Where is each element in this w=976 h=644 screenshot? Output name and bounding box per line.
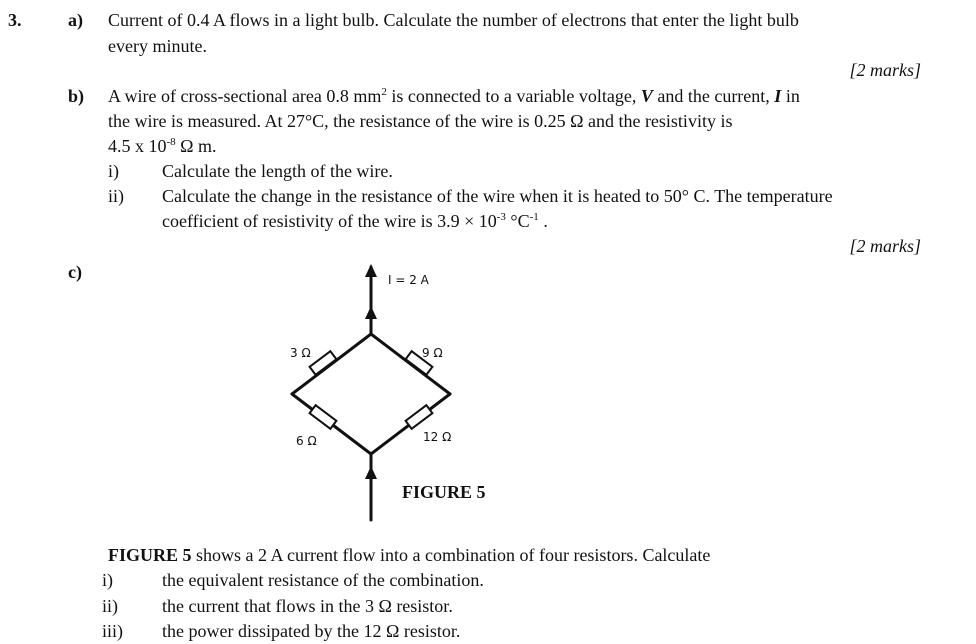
superscript: -3	[496, 211, 506, 223]
part-b-label: b)	[68, 86, 85, 106]
text-run: in	[781, 86, 800, 106]
text-run: .	[538, 211, 548, 231]
part-b-line-1	[108, 86, 800, 109]
part-a-line-1: Current of 0.4 A flows in a light bulb. Calculate the number of electrons that enter the light bulb	[108, 10, 799, 30]
arrow-up-icon	[365, 466, 377, 479]
current-symbol: I	[774, 86, 782, 106]
part-c-item-ii-label: ii)	[102, 596, 118, 616]
resistor-label-6-ohm: 6 Ω	[296, 434, 317, 448]
part-b-line-3	[108, 136, 217, 159]
superscript: -1	[529, 211, 539, 223]
part-c-item-i-text: the equivalent resistance of the combination.	[162, 570, 484, 590]
current-label: I = 2 A	[388, 273, 429, 287]
arrow-up-icon	[365, 264, 377, 277]
resistor-label-9-ohm: 9 Ω	[422, 346, 443, 360]
part-c-label: c)	[68, 262, 82, 282]
figure-caption: FIGURE 5	[402, 482, 486, 502]
resistor-label-12-ohm: 12 Ω	[423, 430, 452, 444]
part-c-item-ii-text: the current that flows in the 3 Ω resistor.	[162, 596, 453, 616]
resistor-bottom-right	[406, 405, 433, 429]
part-b-line-2: the wire is measured. At 27°C, the resistance of the wire is 0.25 Ω and the resistivity is	[108, 111, 733, 131]
part-b-marks	[849, 236, 921, 256]
superscript: -8	[166, 136, 176, 148]
text-run: A wire of cross-sectional area 0.8 mm	[108, 86, 382, 106]
text-run: is connected to a variable voltage,	[386, 86, 641, 106]
text-run: 4.5 x 10	[108, 136, 167, 156]
part-c-item-iii-text: the power dissipated by the 12 Ω resistor.	[162, 621, 461, 641]
voltage-symbol: V	[640, 86, 653, 106]
part-b-sub-ii-label: ii)	[108, 186, 124, 206]
part-b-sub-ii-line-2	[162, 211, 548, 234]
part-a-line-2: every minute.	[108, 36, 207, 56]
resistors	[310, 351, 433, 429]
part-c-item-i-label: i)	[102, 570, 113, 590]
part-a-label: a)	[68, 10, 83, 30]
text-run: °C	[505, 211, 530, 231]
text-run: coefficient of resistivity of the wire is 3.9 × 10	[162, 211, 497, 231]
resistor-label-3-ohm: 3 Ω	[290, 346, 311, 360]
text-run: shows a 2 A current flow into a combination of four resistors. Calculate	[191, 545, 711, 565]
figure-reference: FIGURE 5	[108, 545, 192, 565]
part-c-item-iii-label: iii)	[102, 621, 123, 641]
marks-text: [2 marks]	[849, 60, 921, 80]
question-number: 3.	[8, 10, 22, 30]
part-b-sub-i-label: i)	[108, 161, 119, 181]
part-b-sub-ii-line-1: Calculate the change in the resistance of the wire when it is heated to 50° C. The temperature	[162, 186, 833, 206]
resistor-bottom-left	[310, 405, 337, 429]
marks-text: [2 marks]	[849, 236, 921, 256]
part-a-marks	[849, 60, 921, 80]
superscript: 2	[381, 86, 387, 98]
part-c-intro	[108, 545, 710, 565]
arrow-up-icon	[365, 306, 377, 319]
part-b-sub-i-text: Calculate the length of the wire.	[162, 161, 393, 181]
text-run: and the current,	[652, 86, 775, 106]
text-run: Ω m.	[175, 136, 217, 156]
